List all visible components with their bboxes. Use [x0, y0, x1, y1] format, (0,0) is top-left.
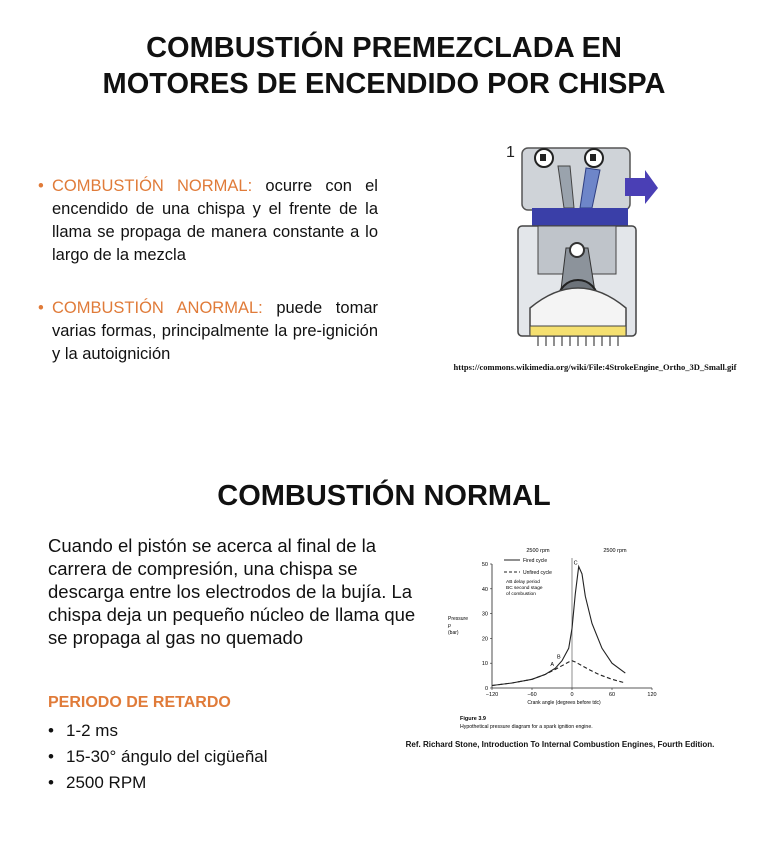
- bullet-normal-text: ocurre con el encendido de una chispa y el frente de la llama se propaga de manera constante a lo largo de la mezcla: [52, 177, 378, 264]
- retardo-item-text: 1-2 ms: [66, 721, 118, 740]
- x-axis-label: Crank angle (degrees before tdc): [527, 700, 601, 706]
- x-tick-label: 60: [608, 692, 616, 698]
- slide1-title-line2: MOTORES DE ENCENDIDO POR CHISPA: [102, 68, 666, 100]
- y-tick-label: 10: [481, 661, 488, 668]
- x-tick-label: −60: [527, 692, 537, 698]
- pressure-chart: [440, 538, 680, 738]
- y-axis-label-2: p: [448, 623, 451, 629]
- slide1-title-line1: COMBUSTIÓN PREMEZCLADA EN: [146, 32, 622, 64]
- engine-illustration: [500, 138, 660, 353]
- x-tick-label: 0: [570, 692, 574, 698]
- engine-diagram: [500, 138, 660, 353]
- chart-header-right: 2500 rpm: [603, 548, 627, 554]
- bullet-dot: •: [48, 773, 54, 792]
- slide1-bullet-list: [38, 175, 378, 396]
- figure-caption: Hypothetical pressure diagram for a spark ignition engine.: [460, 724, 593, 730]
- x-tick-label: −120: [485, 692, 499, 698]
- y-tick-label: 0: [484, 686, 488, 692]
- chart-header-left: 2500 rpm: [526, 548, 550, 554]
- y-axis-label-3: (bar): [448, 630, 459, 636]
- bullet-dot: •: [48, 747, 54, 766]
- slide2-paragraph: Cuando el pistón se acerca al final de la carrera de compresión, una chispa se descarga entre los electrodos de la bujía. La chispa deja un pequeño núcleo de llama que se propaga al gas no quemado: [48, 535, 416, 648]
- retardo-list: [48, 718, 268, 796]
- slide2-title: COMBUSTIÓN NORMAL: [217, 480, 551, 512]
- bullet-dot: •: [38, 299, 44, 317]
- point-label-c: C: [573, 560, 578, 567]
- y-tick-label: 40: [481, 586, 488, 593]
- retardo-item: [48, 718, 268, 744]
- x-tick-label: 120: [647, 692, 657, 698]
- bullet-anormal: [38, 297, 378, 366]
- retardo-item: [48, 744, 268, 770]
- legend-note: of combustion: [506, 592, 536, 597]
- retardo-item-text: 15-30° ángulo del cigüeñal: [66, 747, 268, 766]
- legend-unfired-label: Unfired cycle: [523, 570, 552, 576]
- bullet-dot: •: [48, 721, 54, 740]
- legend-note: AB delay period: [506, 580, 540, 585]
- legend-note: BC second stage: [506, 586, 543, 591]
- legend-fired-label: Fired cycle: [523, 558, 548, 564]
- retardo-item: [48, 770, 268, 796]
- bullet-normal-head: COMBUSTIÓN NORMAL:: [52, 177, 253, 195]
- figure-label: Figure 3.9: [460, 716, 486, 722]
- image-source: https://commons.wikimedia.org/wiki/File:4StrokeEngine_Ortho_3D_Small.gif: [453, 362, 737, 372]
- point-label-b: B: [557, 654, 561, 661]
- bullet-anormal-head: COMBUSTIÓN ANORMAL:: [52, 299, 263, 317]
- y-axis-label-1: Pressure: [448, 616, 469, 622]
- slide1-title: [0, 30, 768, 102]
- reference: Ref. Richard Stone, Introduction To Internal Combustion Engines, Fourth Edition.: [405, 740, 715, 749]
- bullet-normal: [38, 175, 378, 267]
- bullet-dot: •: [38, 177, 44, 195]
- image-number: 1: [506, 144, 515, 161]
- y-tick-label: 30: [481, 611, 488, 618]
- y-tick-label: 20: [481, 636, 488, 643]
- point-label-a: A: [550, 662, 555, 669]
- retardo-item-text: 2500 RPM: [66, 773, 147, 792]
- pressure-chart-svg: [440, 538, 680, 738]
- retardo-title: PERIODO DE RETARDO: [48, 694, 231, 711]
- bullet-anormal-text: puede tomar varias formas, principalmente la pre-ignición y la autoignición: [52, 299, 378, 363]
- y-tick-label: 50: [481, 562, 488, 568]
